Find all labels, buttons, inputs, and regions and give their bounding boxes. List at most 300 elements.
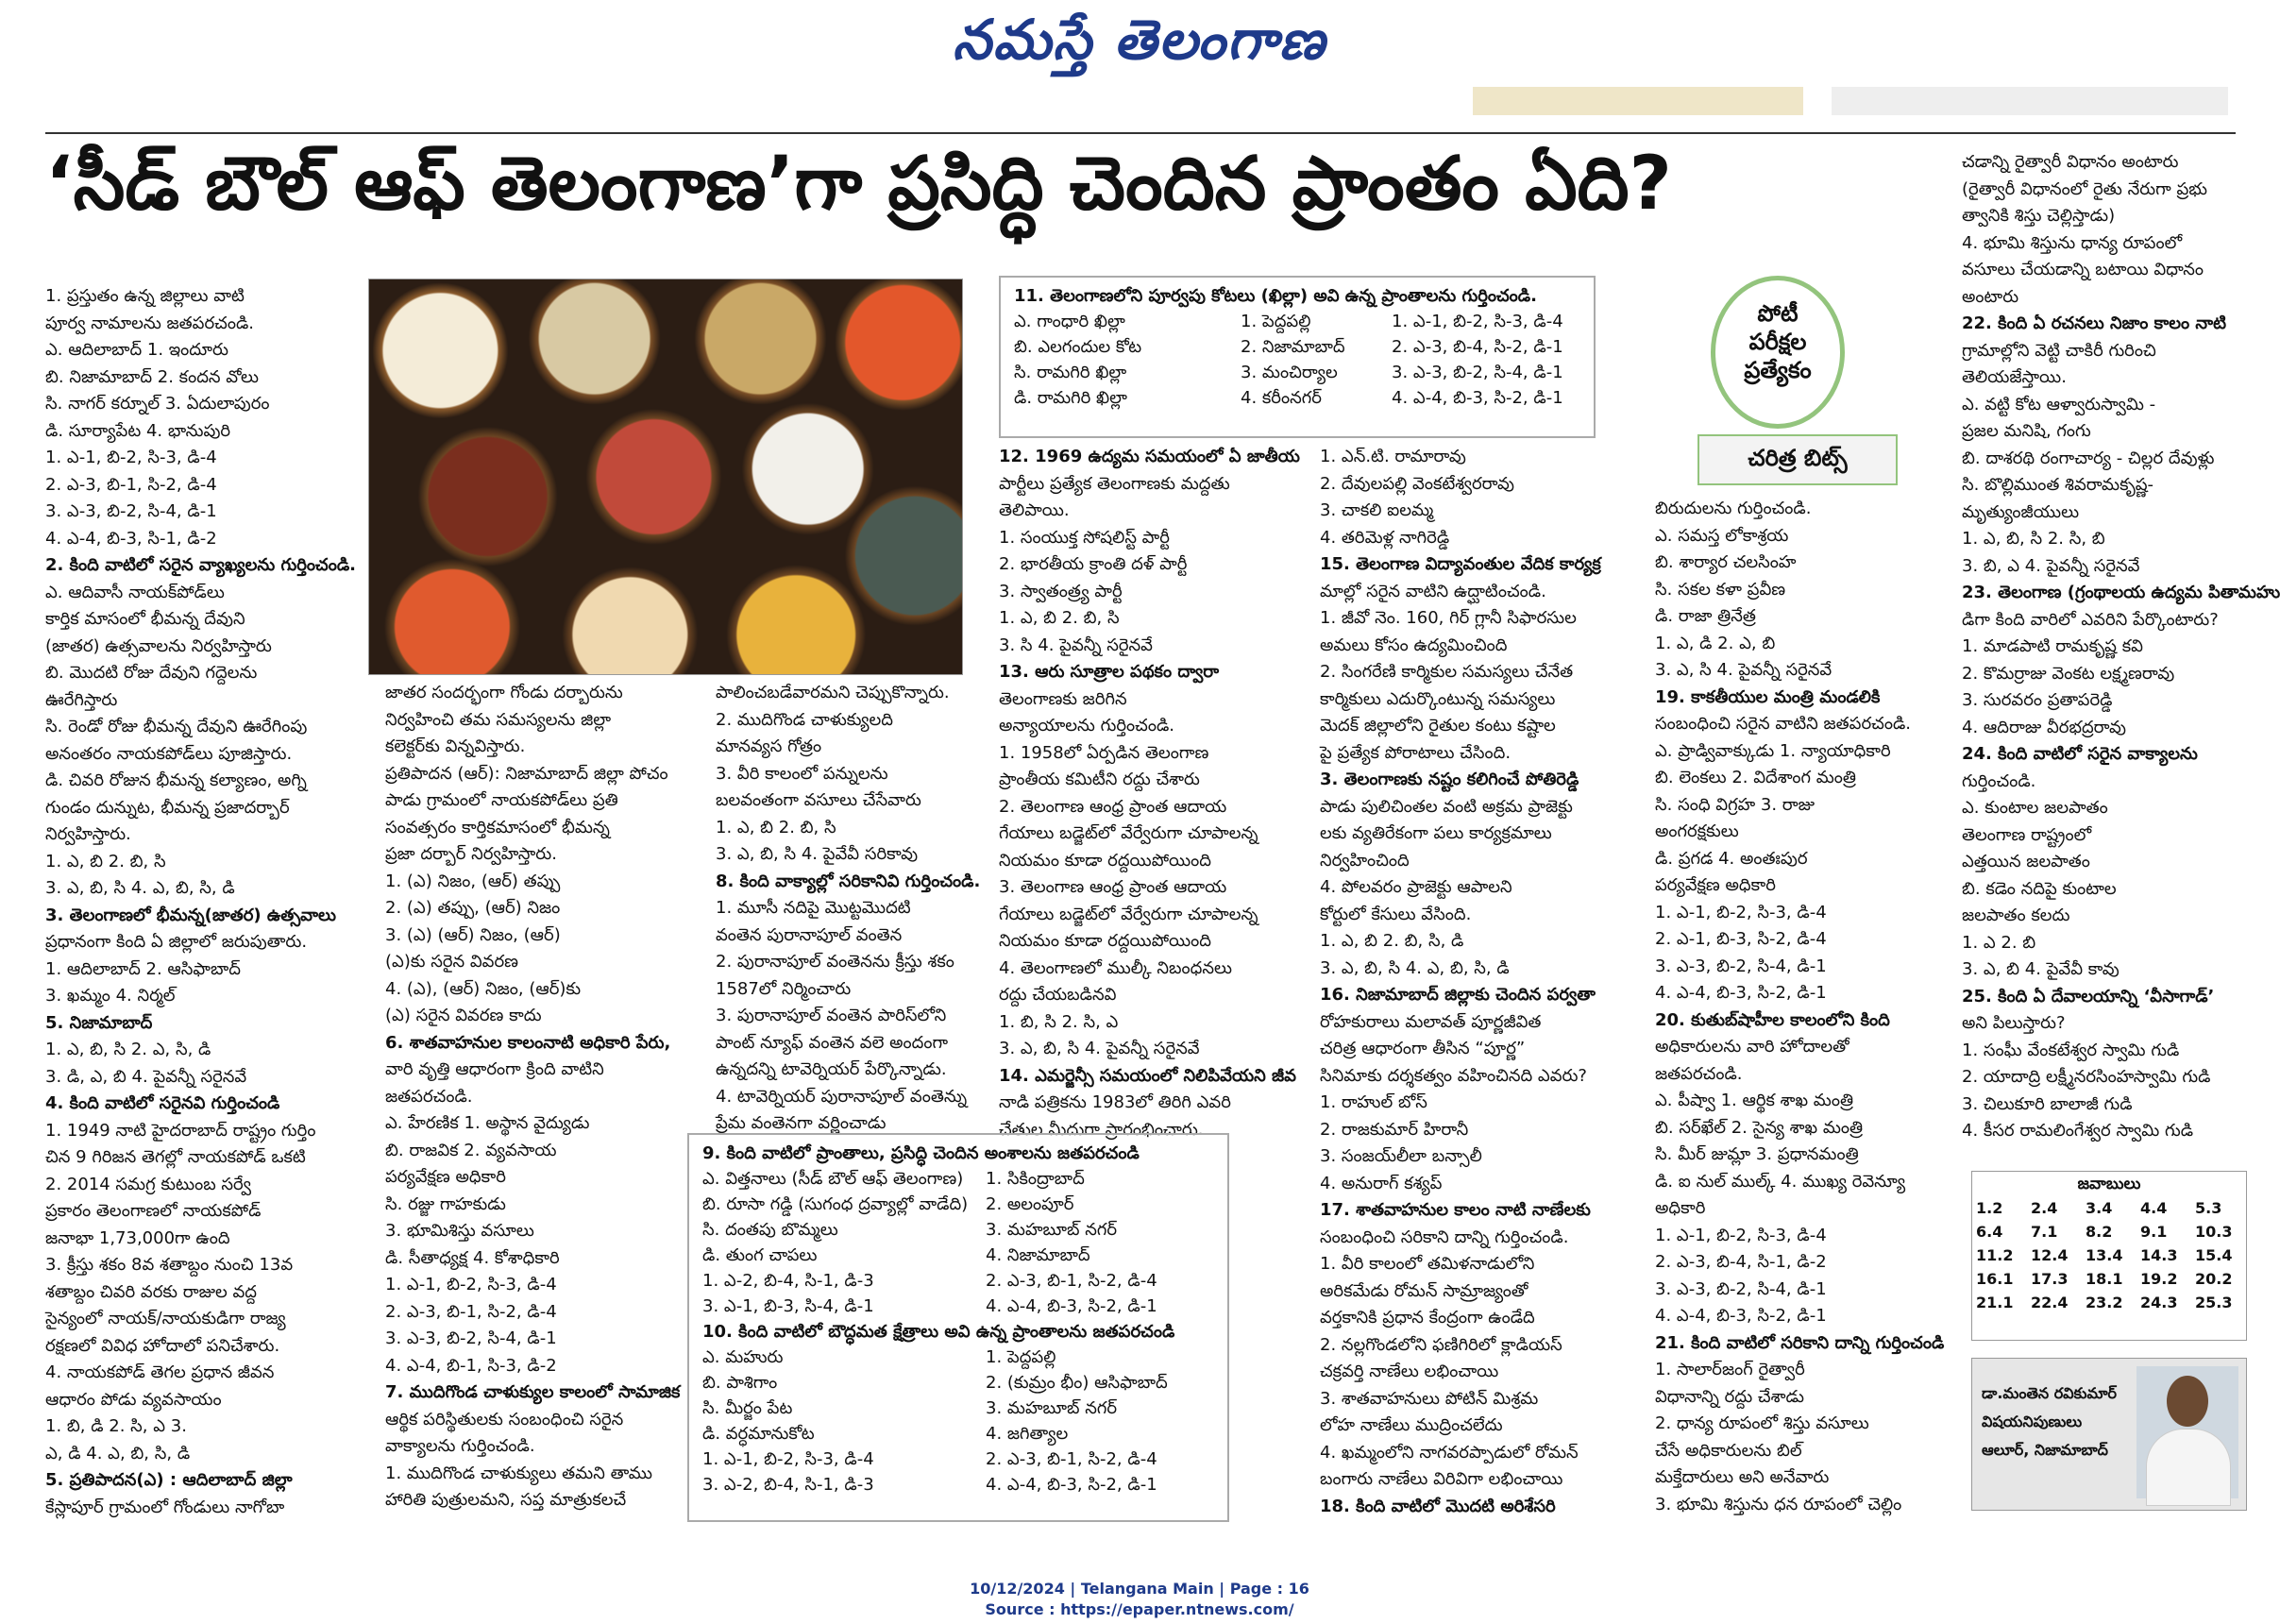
- text-line: 3. ఎ, బి, సి 4. పైవేవీ సరికావు: [716, 844, 919, 864]
- text-line: 3. భూమి శిస్తును ధన రూపంలో చెల్లిం: [1655, 1494, 1902, 1514]
- text-line: 3. తెలంగాణకు నష్టం కలిగించే పోతిరెడ్డి: [1320, 770, 1579, 789]
- text-line: 2. ఎ-3, బి-4, సి-1, డి-2: [1655, 1252, 1827, 1272]
- page-footer: [0, 1579, 2279, 1620]
- text-line: 3. క్రీస్తు శకం 8వ శతాబ్దం నుంచి 13వ: [45, 1255, 294, 1275]
- article-headline: ‘సీడ్ బౌల్ ఆఫ్ తెలంగాణ’గా ప్రసిద్ధి చెందిన ప్రాంతం ఏది?: [45, 142, 1672, 227]
- box9-line: 10. కింది వాటిలో బౌద్ధమత క్షేత్రాలు అవి ఉన్న ప్రాంతాలను జతపరచండి: [702, 1322, 1175, 1342]
- text-line: 2. ఎ-1, బి-3, సి-2, డి-4: [1655, 929, 1827, 949]
- text-line: ఎ. పీష్వా 1. ఆర్థిక శాఖ మంత్రి: [1655, 1091, 1854, 1110]
- text-line: గేయాలు బడ్జెట్‌లో వేర్వేరుగా చూపాలన్న: [999, 823, 1258, 843]
- text-line: రక్షణలో వివిధ హోదాలో పనిచేశారు.: [45, 1335, 280, 1356]
- text-line: 2. కింది వాటిలో సరైన వ్యాఖ్యలను గుర్తించండి.: [45, 555, 357, 575]
- text-line: 1. 1958లో ఏర్పడిన తెలంగాణ: [999, 742, 1209, 763]
- text-line: 22. కింది ఏ రచనలు నిజాం కాలం నాటి: [1962, 313, 2226, 333]
- text-line: 18. కింది వాటిలో మొదటి అరిశేసరి: [1320, 1496, 1556, 1516]
- text-line: 3. పురానాపూల్ వంతెన పారిస్‌లోని: [716, 1006, 947, 1025]
- text-line: అధికారి: [1655, 1198, 1706, 1218]
- text-line: 4. తరిమెళ్ల నాగిరెడ్డి: [1320, 527, 1450, 548]
- text-line: చేతుల మీదుగా ప్రారంభించారు.: [999, 1119, 1204, 1140]
- box9-cell: 3. మహబూబ్ నగర్: [986, 1398, 1118, 1418]
- text-line: 3. ఎ-3, బి-2, సి-4, డి-1: [1655, 956, 1827, 976]
- text-line: 3. సి 4. పైవన్నీ సరైనవే: [999, 634, 1153, 655]
- text-line: 2. ఎ-3, బి-1, సి-2, డి-4: [45, 474, 217, 495]
- text-line: సి. రెండో రోజు భీమన్న దేవుని ఊరేగింపు: [45, 717, 308, 736]
- text-line: పై ప్రత్యేక పోరాటాలు చేసింది.: [1320, 742, 1512, 763]
- text-line: 25. కింది ఏ దేవాలయాన్ని ‘వీసాగాడ్’: [1962, 986, 2215, 1007]
- text-line: తెలియజేస్తాయి.: [1962, 367, 2067, 387]
- text-line: ప్రతిపాదన (ఆర్): నిజామాబాద్ జిల్లా పోచం: [385, 763, 668, 784]
- text-line: ఎ. సమస్త లోకాశ్రయ: [1655, 525, 1789, 546]
- box11-cell: 2. నిజామాబాద్: [1241, 337, 1345, 357]
- question-11-options: [1014, 309, 1580, 411]
- text-line: 2. ముదిగొండ చాళుక్యులది: [716, 709, 893, 730]
- text-line: చేసే అధికారులను బిల్: [1655, 1440, 1802, 1461]
- text-line: 3. తెలంగాణ ఆంధ్ర ప్రాంత ఆదాయ: [999, 877, 1227, 897]
- text-line: అని పిలుస్తారు?: [1962, 1013, 2066, 1033]
- box9-cell: డి. తుంగ చాపలు: [702, 1245, 818, 1265]
- box11-cell: డి. రామగిరి ఖిల్లా: [1014, 388, 1127, 408]
- text-line: డి. చివరి రోజున భీమన్న కల్యాణం, అగ్ని: [45, 770, 307, 790]
- text-line: అన్యాయాలను గుర్తించండి.: [999, 716, 1174, 736]
- answer-cell: 21.1: [1976, 1294, 2014, 1311]
- text-line: 2. తెలంగాణ ఆంధ్ర ప్రాంత ఆదాయ: [999, 796, 1227, 817]
- text-line: 1. ముదిగొండ చాళుక్యులు తమని తాము: [385, 1463, 652, 1483]
- text-line: విధానాన్ని రద్దు చేశాడు: [1655, 1386, 1805, 1407]
- text-line: పాడు పులిచింతల వంటి అక్రమ ప్రాజెక్టు: [1320, 796, 1573, 817]
- box9-line: [702, 1446, 1214, 1472]
- text-line: 1. (ఎ) నిజం, (ఆర్) తప్పు: [385, 871, 561, 891]
- text-line: పాలించబడేవారమని చెప్పుకొన్నారు.: [716, 683, 950, 702]
- text-line: ఎ, డి 4. ఎ, బి, సి, డి: [45, 1443, 191, 1463]
- text-line: 3. బి, ఎ 4. పైవన్నీ సరైనవే: [1962, 555, 2140, 576]
- text-line: వాక్యాలను గుర్తించండి.: [385, 1436, 535, 1456]
- text-line: 3. డి, ఎ, బి 4. పైవన్నీ సరైనవే: [45, 1066, 247, 1087]
- text-line: 1. సంయుక్త సోషలిస్ట్ పార్టీ: [999, 527, 1170, 548]
- text-line: వర్తకానికి ప్రధాన కేంద్రంగా ఉండేది: [1320, 1308, 1535, 1328]
- text-line: 3. ఎ, సి 4. పైవన్నీ సరైనవే: [1655, 660, 1832, 680]
- text-line: జలపాతం కలదు: [1962, 905, 2070, 925]
- answer-row: [1972, 1243, 2246, 1267]
- text-line: మృత్యుంజీయులు: [1962, 501, 2080, 522]
- text-line: అంటారు: [1962, 286, 2019, 307]
- text-line: 2. పురానాపూల్ వంతెనను క్రీస్తు శకం: [716, 952, 954, 972]
- text-line: సంబంధించి సరైన వాటిని జతపరచండి.: [1655, 714, 1911, 734]
- text-line: 4. టావెర్నియర్ పురానాపూల్ వంతెన్ను: [716, 1086, 968, 1107]
- text-line: చక్రవర్తి నాణేలు లభించాయి: [1320, 1362, 1499, 1381]
- text-line: 1. ఎ, బి 2. బి, సి: [999, 608, 1120, 628]
- text-line: 3. చాకలి ఐలమ్మ: [1320, 500, 1434, 520]
- text-line: బి. మొదటి రోజు దేవుని గద్దెలను: [45, 663, 258, 683]
- text-line: గుర్తించండి.: [1962, 770, 2036, 791]
- box11-cell: ఎ. గాంధారి ఖిల్లా: [1014, 312, 1125, 331]
- text-line: బి. కడెం నదిపై కుంటాల: [1962, 878, 2117, 899]
- box9-line: [702, 1421, 1214, 1446]
- text-line: 2. భారతీయ క్రాంతి దళ్ పార్టీ: [999, 554, 1188, 574]
- badge-line: పోటీ: [1757, 300, 1799, 327]
- text-line: 3. తెలంగాణలో భీమన్న(జాతర) ఉత్సవాలు: [45, 905, 337, 925]
- text-line: 4. కింది వాటిలో సరైనవి గుర్తించండి: [45, 1093, 280, 1113]
- text-line: మెదక్ జిల్లాలోని రైతుల కంటు కష్టాల: [1320, 716, 1556, 736]
- text-line: 4. ఎ-4, బి-3, సి-2, డి-1: [1655, 983, 1827, 1003]
- text-line: చిన 9 గిరిజన తెగల్లో నాయకపోడ్ ఒకటి: [45, 1147, 306, 1167]
- answer-cell: 9.1: [2140, 1223, 2168, 1241]
- text-line: మక్తేదారులు అని అనేవారు: [1655, 1467, 1830, 1487]
- text-line: పాడు గ్రామంలో నాయకపోడ్‌లు ప్రతి: [385, 790, 618, 810]
- box9-cell: 3. ఎ-1, బి-3, సి-4, డి-1: [702, 1296, 874, 1316]
- text-line: మానవ్యస గోత్రం: [716, 736, 822, 756]
- text-line: బలవంతంగా వసూలు చేసేవారు: [716, 790, 921, 810]
- seeds-bowls-photo: [368, 279, 963, 675]
- text-line: జనాభా 1,73,000గా ఉంది: [45, 1227, 230, 1248]
- masthead-logo: నమస్తే తెలంగాణ: [953, 8, 1326, 72]
- text-line: సి. సంధి విగ్రహ 3. రాజు: [1655, 794, 1816, 815]
- answer-cell: 10.3: [2195, 1223, 2233, 1241]
- text-line: ప్రజా దర్బార్ నిర్వహిస్తారు.: [385, 844, 557, 864]
- text-line: 1. మూసీ నదిపై మొట్టమొదటి: [716, 898, 911, 918]
- text-line: 1. ఎ, డి 2. ఎ, బి: [1655, 633, 1776, 653]
- box11-cell: 4. కరీంనగర్: [1241, 388, 1322, 408]
- text-line: బిరుదులను గుర్తించండి.: [1655, 499, 1812, 518]
- text-line: 4. భూమి శిస్తును ధాన్య రూపంలో: [1962, 232, 2183, 253]
- box9-cell: 4. ఎ-4, బి-3, సి-2, డి-1: [986, 1475, 1157, 1495]
- box9-cell: బి. పాశిగాం: [702, 1373, 778, 1393]
- questions-9-10-box: [687, 1133, 1229, 1522]
- text-line: నిర్వహించి తమ సమస్యలను జిల్లా: [385, 709, 612, 730]
- text-line: బి. సర్‌ఖేల్ 2. సైన్య శాఖ మంత్రి: [1655, 1117, 1864, 1138]
- text-line: 1. సంఘీ వేంకటేశ్వర స్వామి గుడి: [1962, 1040, 2180, 1060]
- answer-cell: 24.3: [2140, 1294, 2178, 1311]
- box9-cell: 4. జగిత్యాల: [986, 1424, 1069, 1444]
- text-line: 3. భూమిశిస్తు వసూలు: [385, 1221, 534, 1241]
- text-line: శతాబ్దం చివరి వరకు రాజుల వద్ద: [45, 1281, 257, 1302]
- text-line: చరిత్ర ఆధారంగా తీసిన “పూర్ణ”: [1320, 1039, 1526, 1058]
- box9-cell: సి. మీర్జం పేట: [702, 1398, 793, 1418]
- text-line: రద్దు చేయబడినవి: [999, 985, 1117, 1005]
- text-line: 3. ఎ-3, బి-2, సి-4, డి-1: [45, 501, 217, 521]
- box11-cell: 2. ఎ-3, బి-4, సి-2, డి-1: [1392, 337, 1563, 357]
- text-line: తెలంగాణ రాష్ట్రంలో: [1962, 824, 2092, 845]
- answer-cell: 17.3: [2031, 1270, 2069, 1288]
- text-line: 1. రాహుల్ బోస్: [1320, 1092, 1427, 1112]
- text-line: కార్మికులు ఎదుర్కొంటున్న సమస్యలు: [1320, 688, 1556, 709]
- text-line: బి. నిజామాబాద్ 2. కందన వోలు: [45, 366, 259, 387]
- text-line: వారి వృత్తి ఆధారంగా క్రింది వాటిని: [385, 1059, 604, 1079]
- text-line: 4. (ఎ), (ఆర్) నిజం, (ఆర్)కు: [385, 978, 582, 999]
- text-line: 24. కింది వాటిలో సరైన వాక్యాలను: [1962, 744, 2198, 764]
- answer-cell: 6.4: [1976, 1223, 2003, 1241]
- text-line: 2. ఎ-3, బి-1, సి-2, డి-4: [385, 1301, 557, 1322]
- header-rule: [45, 132, 2236, 134]
- text-line: ఊరేగిస్తారు: [45, 689, 118, 710]
- box9-line: [702, 1294, 1214, 1319]
- text-line: సి. సకల కళా ప్రవీణ: [1655, 579, 1786, 600]
- text-line: 2. ధాన్య రూపంలో శిస్తు వసూలు: [1655, 1413, 1869, 1433]
- text-line: గుండం దున్నుట, భీమన్న ప్రజాదర్బార్: [45, 797, 290, 818]
- box9-cell: 2. ఎ-3, బి-1, సి-2, డి-4: [986, 1449, 1157, 1469]
- answer-cell: 13.4: [2086, 1246, 2123, 1264]
- box11-cell: 4. ఎ-4, బి-3, సి-2, డి-1: [1392, 388, 1563, 408]
- text-line: గ్రామాల్లోని వెట్టి చాకిరీ గురించి: [1962, 340, 2156, 361]
- text-line: ఎ. ప్రాడ్వివాక్కుడు 1. న్యాయాధికారి: [1655, 740, 1891, 761]
- box9-line: [702, 1396, 1214, 1421]
- text-line: జతపరచండి.: [1655, 1063, 1743, 1084]
- text-line: 1. బి, సి 2. సి, ఎ: [999, 1011, 1119, 1032]
- text-line: సి. నాగర్ కర్నూల్ 3. ఏదులాపురం: [45, 394, 270, 414]
- box9-cell: 1. సికింద్రాబాద్: [986, 1169, 1085, 1189]
- text-line: నియమం కూడా రద్దయిపోయింది: [999, 931, 1212, 951]
- text-line: సి. బొల్లిముంత శివరామకృష్ణ-: [1962, 475, 2154, 495]
- text-line: అధికారులను వారి హోదాలతో: [1655, 1037, 1849, 1057]
- text-line: 4. ఎ-4, బి-3, సి-2, డి-1: [1655, 1306, 1827, 1326]
- text-line: 13. ఆరు సూత్రాల పథకం ద్వారా: [999, 662, 1220, 682]
- column-3: [716, 680, 999, 1171]
- text-line: నాడి పత్రికను 1983లో తిరిగి ఎవరి: [999, 1092, 1231, 1112]
- text-line: 1. ఆదిలాబాద్ 2. ఆసిఫాబాద్: [45, 958, 241, 979]
- text-line: 1. సాలార్‌జంగ్ రైత్వారీ: [1655, 1360, 1805, 1379]
- box9-cell: 2. అలంపూర్: [986, 1194, 1074, 1214]
- column-5: [1320, 444, 1646, 1516]
- text-line: 3. ఖమ్మం 4. నిర్మల్: [45, 986, 176, 1006]
- answer-cell: 15.4: [2195, 1246, 2233, 1264]
- text-line: 12. 1969 ఉద్యమ సమయంలో ఏ జాతీయ: [999, 447, 1300, 466]
- text-line: 3. ఎ-3, బి-2, సి-4, డి-1: [385, 1328, 557, 1348]
- text-line: సి. రజ్జు గాహకుడు: [385, 1193, 506, 1214]
- box11-cell: సి. రామగిరి ఖిల్లా: [1014, 363, 1127, 382]
- text-line: గేయాలు బడ్జెట్‌లో వేర్వేరుగా చూపాలన్న: [999, 904, 1258, 924]
- text-line: చడాన్ని రైత్వారీ విధానం అంటారు: [1962, 152, 2179, 172]
- text-line: 3. స్వాతంత్ర్య పార్టీ: [999, 581, 1123, 601]
- box9-line: [702, 1243, 1214, 1268]
- box11-cell: 1. ఎ-1, బి-2, సి-3, డి-4: [1392, 312, 1563, 331]
- answer-cell: 25.3: [2195, 1294, 2233, 1311]
- badge-line: ప్రత్యేకం: [1744, 357, 1812, 383]
- text-line: 4. ఎ-4, బి-3, సి-1, డి-2: [45, 528, 217, 549]
- answer-cell: 22.4: [2031, 1294, 2069, 1311]
- text-line: (ఎ)కు సరైన వివరణ: [385, 952, 518, 972]
- text-line: 1. మాడపాటి రామకృష్ణ కవి: [1962, 636, 2143, 656]
- text-line: బి. శార్యార చలసింహ: [1655, 552, 1797, 572]
- text-line: పర్యవేక్షణ అధికారి: [1655, 875, 1776, 895]
- text-line: 20. కుతుబ్‌షాహీల కాలంలోని కింది: [1655, 1009, 1890, 1030]
- text-line: 7. ముదిగొండ చాళుక్యుల కాలంలో సామాజిక: [385, 1382, 681, 1402]
- text-line: ప్రాంతీయ కమిటీని రద్దు చేశారు: [999, 770, 1200, 789]
- text-line: డిగా కింది వారిలో ఎవరిని పేర్కొంటారు?: [1962, 609, 2219, 630]
- text-line: బి. రాజవిక 2. వ్యవసాయ: [385, 1140, 557, 1160]
- text-line: 1. ప్రస్తుతం ఉన్న జిల్లాలు వాటి: [45, 286, 245, 306]
- text-line: తెలంగాణకు జరిగిన: [999, 688, 1127, 709]
- text-line: ఎ. కుంటాల జలపాతం: [1962, 798, 2108, 818]
- text-line: 2. నల్లగొండలోని ఫణిగిరిలో క్లాడియస్: [1320, 1334, 1562, 1355]
- text-line: రోహకురాలు మలావత్ పూర్ణజీవిత: [1320, 1011, 1542, 1032]
- box9-line: 9. కింది వాటిలో ప్రాంతాలు, ప్రసిద్ధి చెందిన అంశాలను జతపరచండి: [702, 1143, 1140, 1163]
- answer-cell: 18.1: [2086, 1270, 2123, 1288]
- text-line: 21. కింది వాటిలో సరికాని దాన్ని గుర్తించండి: [1655, 1332, 1945, 1353]
- answer-cell: 1.2: [1976, 1199, 2003, 1217]
- text-line: బంగారు నాణేలు విరివిగా లభించాయి: [1320, 1469, 1563, 1489]
- text-line: 6. శాతవాహనుల కాలంనాటి అధికారి పేరు,: [385, 1032, 671, 1053]
- text-line: అరికమేడు రోమన్ సామ్రాజ్యంతో: [1320, 1280, 1528, 1301]
- author-place: ఆలూర్, నిజామాబాద్: [1982, 1441, 2108, 1459]
- text-line: వసూలు చేయడాన్ని బటాయి విధానం: [1962, 260, 2204, 279]
- text-line: జాతర సందర్భంగా గోండు దర్బారును: [385, 683, 623, 702]
- text-line: 1. ఎ, బి, సి 2. సి, బి: [1962, 529, 2105, 549]
- answer-key-box: [1971, 1171, 2247, 1341]
- text-line: 3. ఎ-3, బి-2, సి-4, డి-1: [1655, 1278, 1827, 1299]
- text-line: 1. ఎ, బి 2. బి, సి: [45, 851, 166, 871]
- text-line: 2. దేవులపల్లి వెంకటేశ్వరరావు: [1320, 473, 1514, 494]
- text-line: ప్రధానంగా కింది ఏ జిల్లాలో జరుపుతారు.: [45, 932, 308, 952]
- box11-row: [1014, 309, 1580, 334]
- text-line: సంవత్సరం కార్తికమాసంలో భీమన్న: [385, 817, 610, 837]
- text-line: 1. వీరి కాలంలో తమిళనాడులోని: [1320, 1254, 1535, 1274]
- text-line: ప్రజల మనిషి, గంగు: [1962, 421, 2091, 441]
- text-line: నిర్వహిస్తారు.: [45, 824, 131, 844]
- text-line: 4. ఆదిరాజు వీరభద్రరావు: [1962, 717, 2126, 737]
- author-box: [1971, 1358, 2247, 1511]
- text-line: 1. ఎ, బి, సి 2. ఎ, సి, డి: [45, 1040, 211, 1059]
- text-line: ప్రేమ వంతెనగా వర్ణించాడు: [716, 1113, 887, 1133]
- footer-date-line: 10/12/2024 | Telangana Main | Page : 16: [970, 1580, 1309, 1598]
- text-line: 5. నిజామాబాద్: [45, 1012, 153, 1033]
- text-line: 16. నిజామాబాద్ జిల్లాకు చెందిన పర్వతా: [1320, 985, 1596, 1005]
- box9-cell: బి. రూసా గడ్డి (సుగంధ ద్రవ్యాల్లో వాడేది): [702, 1194, 969, 1214]
- box9-line: [702, 1166, 1214, 1192]
- question-11-title: 11. తెలంగాణలోని పూర్వపు కోటలు (ఖిల్లా) అవి ఉన్న ప్రాంతాలను గుర్తించండి.: [1014, 286, 1537, 306]
- top-strip-right: [1832, 87, 2228, 115]
- text-line: నిర్వహించింది: [1320, 850, 1410, 871]
- text-line: 2. రాజకుమార్ హిరానీ: [1320, 1119, 1469, 1140]
- text-line: 1. ఎ-1, బి-2, సి-3, డి-4: [385, 1275, 557, 1294]
- answer-cell: 5.3: [2195, 1199, 2222, 1217]
- text-line: 1. బి, డి 2. సి, ఎ 3.: [45, 1416, 187, 1436]
- box9-line: [702, 1217, 1214, 1243]
- text-line: 1. ఎ-1, బి-2, సి-3, డి-4: [45, 448, 217, 467]
- text-line: సైన్యంలో నాయక్/నాయకుడిగా రాజ్య: [45, 1309, 286, 1328]
- box9-cell: 3. మహబూబ్ నగర్: [986, 1220, 1118, 1240]
- text-line: 1. ఎ 2. బి: [1962, 932, 2036, 953]
- box11-cell: బి. ఎలగందుల కోట: [1014, 337, 1142, 357]
- text-line: పర్యవేక్షణ అధికారి: [385, 1167, 506, 1187]
- text-line: పాంట్ న్యూఫ్ వంతెన వలె అందంగా: [716, 1032, 949, 1053]
- text-line: ఎ. హేరణిక 1. అస్థాన వైద్యుడు: [385, 1113, 590, 1133]
- text-line: మాల్లో సరైన వాటిని ఉద్ఘాటించండి.: [1320, 581, 1546, 601]
- text-line: 2. యాదాద్రి లక్ష్మీనరసింహస్వామి గుడి: [1962, 1067, 2211, 1087]
- text-line: వంతెన పురానాపూల్ వంతెన: [716, 924, 903, 945]
- box9-line: [702, 1370, 1214, 1396]
- text-line: ఎ. ఆదిలాబాద్ 1. ఇందూరు: [45, 340, 228, 360]
- text-line: అంగరక్షకులు: [1655, 821, 1739, 841]
- text-line: డి. సీతాధ్యక్ష 4. కోశాధికారి: [385, 1247, 560, 1268]
- text-line: ఎ. ఆదివాసీ నాయక్‌పోడ్‌లు: [45, 582, 225, 602]
- answer-row: [1972, 1196, 2246, 1220]
- text-line: సంబంధించి సరికాని దాన్ని గుర్తించండి.: [1320, 1226, 1569, 1247]
- text-line: 4. తెలంగాణలో ముల్కీ నిబంధనలు: [999, 957, 1232, 978]
- text-line: 1. ఎన్.టి. రామారావు: [1320, 447, 1466, 466]
- text-line: హారితి పుత్రులమని, సప్త మాత్రుకలచే: [385, 1490, 627, 1510]
- box9-cell: ఎ. విత్తనాలు (సీడ్ బౌల్ ఆఫ్ తెలంగాణ): [702, 1169, 964, 1189]
- text-line: 1. ఎ, బి 2. బి, సి, డి: [1320, 931, 1464, 951]
- box9-cell: సి. దంతపు బొమ్మలు: [702, 1220, 838, 1240]
- text-line: ఎ. వట్టి కోట ఆళ్వారుస్వామి -: [1962, 394, 2156, 414]
- box9-line: [702, 1268, 1214, 1294]
- text-line: 3. ఎ, బి, సి 4. ఎ, బి, సి, డి: [45, 878, 235, 898]
- answer-cell: 11.2: [1976, 1246, 2014, 1264]
- box9-cell: ఎ. మహురు: [702, 1347, 784, 1367]
- text-line: 2. (ఎ) తప్పు, (ఆర్) నిజం: [385, 898, 561, 918]
- text-line: 1. ఎ, బి 2. బి, సి: [716, 817, 836, 837]
- column-6: [1655, 496, 1945, 1514]
- text-line: 3. చిలుకూరి బాలాజీ గుడి: [1962, 1093, 2133, 1114]
- text-line: 3. ఎ, బి 4. పైవేవీ కావు: [1962, 959, 2120, 979]
- answer-cell: 12.4: [2031, 1246, 2069, 1264]
- text-line: 4. నాయకపోడ్ తెగల ప్రధాన జీవన: [45, 1362, 275, 1382]
- box9-cell: 2. (కుమ్రం భీం) ఆసిఫాబాద్: [986, 1373, 1168, 1393]
- column-7: [1962, 149, 2280, 1141]
- text-line: 1. ఎ-1, బి-2, సి-3, డి-4: [1655, 902, 1827, 922]
- text-line: ఉన్నదన్ని టావెర్నియర్ పేర్కొన్నాడు.: [716, 1059, 947, 1079]
- text-line: 4. అనురాగ్ కశ్యప్: [1320, 1173, 1443, 1193]
- text-line: 2. సింగరేణి కార్మికుల సమస్యలు చేనేత: [1320, 662, 1574, 682]
- answer-cell: 20.2: [2195, 1270, 2233, 1288]
- box11-cell: 3. ఎ-3, బి-2, సి-4, డి-1: [1392, 363, 1563, 382]
- text-line: (ఎ) సరైన వివరణ కాదు: [385, 1006, 542, 1025]
- top-strip-middle: [1473, 87, 1803, 115]
- box9-line: [702, 1192, 1214, 1217]
- text-line: 23. తెలంగాణ (గ్రంథాలయ ఉద్యమ పితామహు: [1962, 583, 2280, 602]
- text-line: డి. రాజా త్రినేత్ర: [1655, 606, 1756, 626]
- answer-cell: 23.2: [2086, 1294, 2123, 1311]
- text-line: కేస్లాపూర్ గ్రామంలో గోండులు నాగోబా: [45, 1497, 285, 1517]
- text-line: ప్రకారం తెలంగాణలో నాయకపోడ్: [45, 1201, 262, 1221]
- text-line: ఎత్తయిన జలపాతం: [1962, 852, 2090, 871]
- text-line: ఆధారం పోడు వ్యవసాయం: [45, 1389, 222, 1410]
- top-strip-left: [444, 87, 935, 115]
- answer-cell: 7.1: [2031, 1223, 2058, 1241]
- box9-line: [702, 1472, 1214, 1497]
- text-line: జతపరచండి.: [385, 1086, 473, 1107]
- box9-cell: 1. పెద్దపల్లి: [986, 1347, 1056, 1367]
- box9-line: [702, 1345, 1214, 1370]
- text-line: 4. ఖమ్మంలోని నాగవరప్పాడులో రోమన్: [1320, 1442, 1579, 1463]
- text-line: 3. సంజయ్‌లీలా బన్సాలీ: [1320, 1146, 1482, 1166]
- answer-row: [1972, 1291, 2246, 1314]
- answer-key-title: జవాబులు: [2077, 1175, 2141, 1193]
- text-line: పార్టీలు ప్రత్యేక తెలంగాణకు మద్దతు: [999, 473, 1230, 494]
- author-photo: [2136, 1366, 2238, 1498]
- text-line: 3. (ఎ) (ఆర్) నిజం, (ఆర్): [385, 924, 561, 945]
- box11-cell: 3. మంచిర్యాల: [1241, 363, 1338, 382]
- text-line: 1. జీవో నెం. 160, గిర్ గ్లానీ సిఫారసుల: [1320, 608, 1577, 628]
- text-line: 1. 1949 నాటి హైదరాబాద్ రాష్ట్రం గుర్తిం: [45, 1120, 316, 1141]
- text-line: బి. లెంకలు 2. విదేశాంగ మంత్రి: [1655, 768, 1856, 787]
- question-11-box: [999, 276, 1596, 438]
- answer-cell: 19.2: [2140, 1270, 2178, 1288]
- text-line: 1587లో నిర్మించారు: [716, 978, 852, 999]
- text-line: 3. ఎ, బి, సి 4. పైవన్నీ సరైనవే: [999, 1039, 1200, 1058]
- box9-cell: 4. ఎ-4, బి-3, సి-2, డి-1: [986, 1296, 1157, 1316]
- box11-row: [1014, 334, 1580, 360]
- text-line: కోర్టులో కేసులు వేసింది.: [1320, 904, 1472, 924]
- answer-cell: 14.3: [2140, 1246, 2178, 1264]
- text-line: 3. ఎ, బి, సి 4. ఎ, బి, సి, డి: [1320, 957, 1510, 978]
- answer-row: [1972, 1267, 2246, 1291]
- box11-row: [1014, 385, 1580, 411]
- text-line: 1. ఎ-1, బి-2, సి-3, డి-4: [1655, 1225, 1827, 1245]
- box9-cell: 2. ఎ-3, బి-1, సి-2, డి-4: [986, 1271, 1157, 1291]
- badge-line: పరీక్షల: [1748, 329, 1807, 355]
- text-line: 2. 2014 సమగ్ర కుటుంబ సర్వే: [45, 1174, 251, 1194]
- text-line: 3. శాతవాహనులు పోటిన్ మిశ్రమ: [1320, 1388, 1539, 1409]
